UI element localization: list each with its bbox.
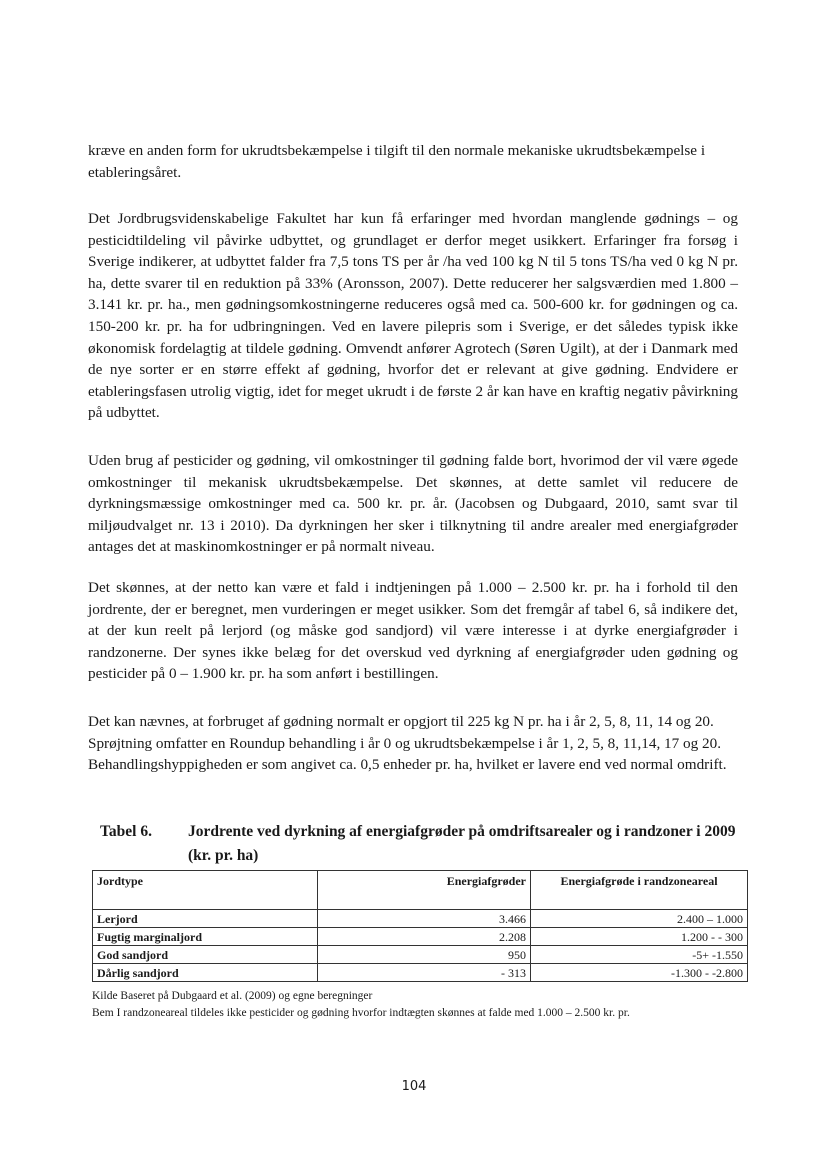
row-label: Lerjord: [93, 910, 318, 928]
paragraph-2: Det Jordbrugsvidenskabelige Fakultet har kun få erfaringer med hvordan manglende gødnings – og pesticidtildeling vil påvirke udbyttet, og grundlaget er derfor meget usikkert. Erfaringer fra forsøg i Sverige indikerer, at udbyttet falder fra 7,5 tons TS per år /ha ved 100 kg N til 5 tons TS/ha ved 0 kg N pr. ha, dette svarer til en reduktion på 33% (Aronsson, 2007). Dette reducerer her salgsværdien med 1.800 – 3.141 kr. pr. ha., men gødningsomkostningerne reduceres også med ca. 500-600 kr. for gødningen og ca. 150-200 kr. pr. ha for udbringningen. Ved en lavere pilepris som i Sverige, er det således typisk ikke økonomisk fordelagtig at tildele gødning. Omvendt anfører Agrotech (Søren Ugilt), at der i Danmark med de nye sorter er en større effekt af gødning, hvorfor det er relevant at give gødning. Endvidere er etableringsfasen utrolig vigtig, idet for meget ukrudt i de første 2 år kan have en kraftig negativ påvirkning på udbyttet.: [88, 210, 738, 422]
row-value: 2.208: [318, 928, 531, 946]
row-label: Fugtig marginaljord: [93, 928, 318, 946]
row-value: 1.200 - - 300: [531, 928, 748, 946]
table-header-row: [93, 871, 748, 910]
header-energiafgroeder: Energiafgrøder: [318, 871, 531, 910]
table-source: Kilde Baseret på Dubgaard et al. (2009) og egne beregninger: [92, 990, 373, 1002]
paragraph-3: Uden brug af pesticider og gødning, vil omkostninger til gødning falde bort, hvorimod der vil være øgede omkostninger til mekanisk ukrudtsbekæmpelse. Det skønnes, at dette samlet vil reducere de dyrkningsmæssige omkostninger med ca. 500 kr. pr. år. (Jacobsen og Dubgaard, 2010, samt svar til miljøudvalget nr. 13 i 2010). Da dyrkningen her sker i tilknytning til andre arealer med energiafgrøder antages det at maskinomkostninger er på normalt niveau.: [88, 452, 738, 556]
table-row: [93, 928, 748, 946]
row-value: 950: [318, 946, 531, 964]
paragraph-4: Det skønnes, at der netto kan være et fald i indtjeningen på 1.000 – 2.500 kr. pr. ha i forhold til den jordrente, der er beregnet, men vurderingen er meget usikker. Som det fremgår af tabel 6, så indikere det, at der kun reelt på lerjord (og måske god sandjord) vil være interesse i at dyrke energiafgrøder i randzonerne. Der synes ikke belæg for det overskud ved dyrkning af energiafgrøder uden gødning og pesticider på 0 – 1.900 kr. pr. ha som anført i bestillingen.: [88, 579, 738, 683]
paragraph-1: kræve en anden form for ukrudtsbekæmpelse i tilgift til den normale mekaniske ukrudtsbekæmpelse i etableringsåret.: [88, 142, 706, 181]
row-value: 3.466: [318, 910, 531, 928]
table-row: [93, 946, 748, 964]
row-value: -1.300 - -2.800: [531, 964, 748, 982]
page-number: 104: [401, 1079, 427, 1094]
table-number: Tabel 6.: [100, 823, 152, 840]
table-title: Jordrente ved dyrkning af energiafgrøder på omdriftsarealer og i randzoner i 2009 (kr. pr. ha): [188, 823, 736, 864]
row-value: -5+ -1.550: [531, 946, 748, 964]
table-row: [93, 964, 748, 982]
paragraph-5: Det kan nævnes, at forbruget af gødning normalt er opgjort til 225 kg N pr. ha i år 2, 5, 8, 11, 14 og 20. Sprøjtning omfatter en Roundup behandling i år 0 og ukrudtsbekæmpelse i år 1, 2, 5, 8, 11,14, 17 og 20. Behandlingshyppigheden er som angivet ca. 0,5 enheder pr. ha, hvilket er lavere end ved normal omdrift.: [88, 713, 727, 774]
row-label: God sandjord: [93, 946, 318, 964]
row-value: 2.400 – 1.000: [531, 910, 748, 928]
table-note: Bem I randzoneareal tildeles ikke pesticider og gødning hvorfor indtægten skønnes at falde med 1.000 – 2.500 kr. pr.: [92, 1007, 630, 1019]
header-randzoneareal: Energiafgrøde i randzoneareal: [531, 871, 748, 910]
header-jordtype: Jordtype: [93, 871, 318, 910]
row-value: - 313: [318, 964, 531, 982]
row-label: Dårlig sandjord: [93, 964, 318, 982]
table-row: [93, 910, 748, 928]
jordrente-table: [92, 870, 748, 982]
